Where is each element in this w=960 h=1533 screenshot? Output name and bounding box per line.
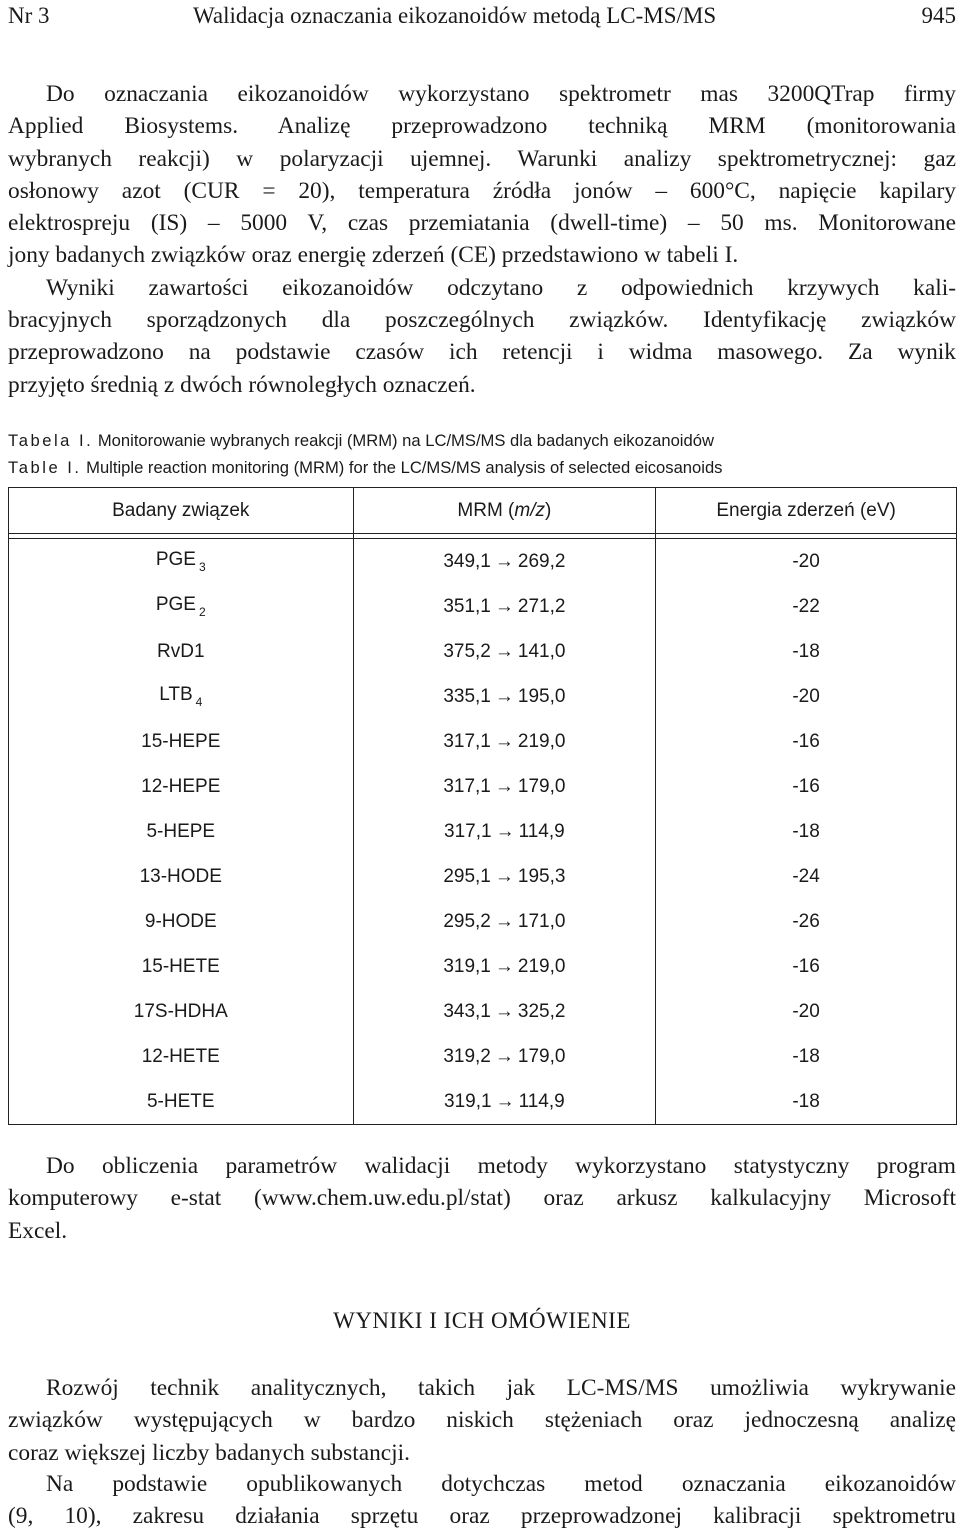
product-ion: 114,9 [518,820,565,842]
precursor-ion: 349,1 [443,550,491,572]
text-line: związków występujących w bardzo niskich stężeniach oraz jednoczesną analizę [8,1407,956,1434]
compound-name: PGE [155,549,196,570]
arrow-right-icon: → [494,1000,514,1022]
arrow-right-icon: → [494,640,514,662]
text-line: Wyniki zawartości eikozanoidów odczytano z odpowiednich krzywych kali- [46,274,956,301]
table-caption-pl [8,431,956,451]
table-row [9,1079,957,1125]
text-line: Excel. [8,1217,68,1244]
compound-name: 12-HETE [141,1045,220,1067]
compound-cell [9,1079,354,1125]
table-row [9,629,957,674]
text-line: jony badanych związków oraz energię zderzeń (CE) przedstawiono w tabeli I. [8,242,739,269]
mrm-transition-cell [353,989,656,1034]
text-line: osłonowy azot (CUR = 20), temperatura źródła jonów – 600°C, napięcie kapilary [8,177,956,204]
compound-cell [9,944,354,989]
section-heading: WYNIKI I ICH OMÓWIENIE [333,1308,631,1333]
text-line: Applied Biosystems. Analizę przeprowadzono techniką MRM (monitorowania [8,113,956,140]
precursor-ion: 317,1 [444,820,492,842]
table-row [9,1034,957,1079]
table-row [9,719,957,764]
compound-name: 15-HETE [141,955,220,977]
collision-energy-cell: -20 [656,674,957,719]
text-line: wybranych reakcji) w polaryzacji ujemnej. Warunki analizy spektrometrycznej: gaz [8,145,956,172]
table-row [9,989,957,1034]
mrm-transition-cell [353,629,656,674]
compound-name: 5-HEPE [146,820,216,842]
mrm-transition-cell [353,944,656,989]
table-body [9,539,957,1125]
arrow-right-icon: → [494,955,514,977]
compound-name: PGE [155,594,196,615]
compound-cell [9,674,354,719]
mrm-transition-cell [353,719,656,764]
compound-cell [9,584,354,629]
compound-name: 9-HODE [144,910,217,932]
table-row [9,809,957,854]
compound-name: 13-HODE [139,865,222,887]
text-line: coraz większej liczby badanych substancji. [8,1439,411,1466]
running-header [8,3,956,33]
product-ion: 114,9 [518,1090,565,1112]
header-mrm [353,488,656,534]
precursor-ion: 343,1 [443,1000,491,1022]
collision-energy-cell: -26 [656,899,957,944]
arrow-right-icon: → [494,775,514,797]
collision-energy-cell: -16 [656,719,957,764]
header-mrm-prefix: MRM ( [457,499,515,521]
compound-name: RvD1 [157,640,205,662]
issue-number: Nr 3 [8,3,50,28]
compound-name: 5-HETE [146,1090,215,1112]
table-label-pl: Tabela I. [8,431,94,450]
mrm-transition-cell [353,584,656,629]
header-mrm-unit: m/z [514,499,545,521]
compound-name: LTB [159,684,193,705]
text-line: komputerowy e-stat (www.chem.uw.edu.pl/stat) oraz arkusz kalkulacyjny Microsoft [8,1185,956,1212]
collision-energy-cell: -20 [656,989,957,1034]
arrow-right-icon: → [495,820,515,842]
precursor-ion: 317,1 [443,730,491,752]
collision-energy-cell: -18 [656,809,957,854]
arrow-right-icon: → [494,550,514,572]
product-ion: 179,0 [517,1045,566,1067]
table-title-pl: Monitorowanie wybranych reakcji (MRM) na LC/MS/MS dla badanych eikozanoidów [97,431,714,450]
text-line: elektrospreju (IS) – 5000 V, czas przemiatania (dwell-time) – 50 ms. Monitorowane [8,210,956,237]
precursor-ion: 295,1 [443,865,491,887]
table-row [9,899,957,944]
precursor-ion: 317,1 [443,775,491,797]
compound-cell [9,539,354,585]
header-energy: Energia zderzeń (eV) [656,488,957,534]
mrm-transition-cell [353,899,656,944]
arrow-right-icon: → [494,865,514,887]
text-line: Do obliczenia parametrów walidacji metody wykorzystano statystyczny program [46,1153,956,1179]
text-line: bracyjnych sporządzonych dla poszczególnych związków. Identyfikację związków [8,307,956,334]
precursor-ion: 295,2 [443,910,491,932]
compound-cell [9,1034,354,1079]
compound-cell [9,854,354,899]
table-header-row [9,488,957,534]
compound-cell [9,899,354,944]
mrm-transition-cell [353,854,656,899]
compound-subscript: 3 [198,560,206,574]
precursor-ion: 375,2 [443,640,491,662]
compound-cell [9,809,354,854]
product-ion: 179,0 [517,775,566,797]
text-line: Rozwój technik analitycznych, takich jak LC-MS/MS umożliwia wykrywanie [46,1375,956,1401]
precursor-ion: 319,1 [443,955,491,977]
arrow-right-icon: → [494,1045,514,1067]
arrow-right-icon: → [494,685,514,707]
precursor-ion: 319,1 [444,1090,492,1112]
mrm-transition-cell [353,1034,656,1079]
collision-energy-cell: -20 [656,539,957,585]
text-line: przyjęto średnią z dwóch równoległych oznaczeń. [8,371,476,398]
table-label-en: Table I. [8,458,82,477]
precursor-ion: 335,1 [443,685,491,707]
compound-name: 17S-HDHA [133,1000,228,1022]
table-row [9,764,957,809]
compound-name: 15-HEPE [141,730,221,752]
paragraph-intro [8,1372,956,1469]
table-row [9,584,957,629]
product-ion: 219,0 [517,730,566,752]
precursor-ion: 351,1 [443,595,491,617]
mrm-transition-cell [353,674,656,719]
compound-subscript: 4 [195,695,203,709]
page-number: 945 [921,3,956,28]
paragraph-software [8,1150,956,1247]
product-ion: 269,2 [517,550,566,572]
table-row [9,674,957,719]
text-line: Na podstawie opublikowanych dotychczas metod oznaczania eikozanoidów [46,1471,956,1497]
compound-name: 12-HEPE [141,775,221,797]
table-row [9,854,957,899]
header-compound: Badany związek [9,488,354,534]
collision-energy-cell: -18 [656,1034,957,1079]
product-ion: 271,2 [517,595,566,617]
compound-cell [9,629,354,674]
compound-subscript: 2 [198,605,206,619]
paragraph-basis [8,1468,956,1533]
arrow-right-icon: → [494,730,514,752]
arrow-right-icon: → [494,910,514,932]
table-row [9,539,957,585]
product-ion: 325,2 [517,1000,566,1022]
table-row [9,944,957,989]
text-line: przeprowadzono na podstawie czasów ich retencji i widma masowego. Za wynik [8,339,956,366]
running-title: Walidacja oznaczania eikozanoidów metodą LC-MS/MS [193,3,717,28]
header-mrm-suffix: ) [545,499,552,521]
table-caption-en [8,458,956,478]
product-ion: 195,3 [517,865,566,887]
product-ion: 171,0 [517,910,566,932]
product-ion: 141,0 [517,640,566,662]
compound-cell [9,989,354,1034]
collision-energy-cell: -18 [656,629,957,674]
precursor-ion: 319,2 [443,1045,491,1067]
product-ion: 195,0 [517,685,566,707]
collision-energy-cell: -16 [656,764,957,809]
mrm-transition-cell [353,1079,656,1125]
mrm-transition-cell [353,539,656,585]
collision-energy-cell: -16 [656,944,957,989]
mrm-transition-cell [353,764,656,809]
mrm-transition-cell [353,809,656,854]
arrow-right-icon: → [494,595,514,617]
collision-energy-cell: -24 [656,854,957,899]
paragraph-methods [8,78,956,401]
table-title-en: Multiple reaction monitoring (MRM) for the LC/MS/MS analysis of selected eicosanoids [86,458,723,477]
text-line: (9, 10), zakresu działania sprzętu oraz przeprowadzonej kalibracji spektrometru [8,1503,956,1530]
product-ion: 219,0 [517,955,566,977]
arrow-right-icon: → [495,1090,515,1112]
mrm-table [8,487,957,1125]
collision-energy-cell: -22 [656,584,957,629]
collision-energy-cell: -18 [656,1079,957,1125]
text-line: Do oznaczania eikozanoidów wykorzystano spektrometr mas 3200QTrap firmy [46,81,956,107]
compound-cell [9,719,354,764]
compound-cell [9,764,354,809]
